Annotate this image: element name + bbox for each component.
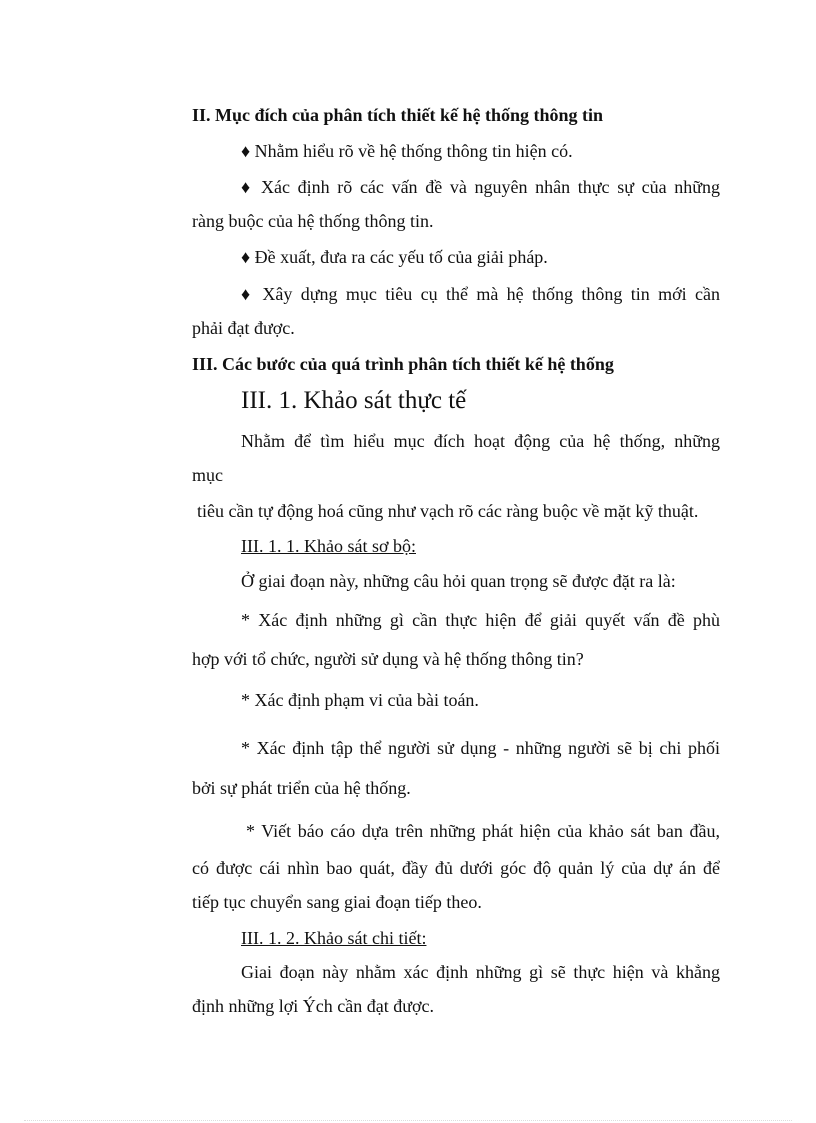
- bullet-4-line-1: ♦ Xây dựng mục tiêu cụ thể mà hệ thống thông tin mới cần: [241, 284, 720, 304]
- paragraph-1-line-3: tiêu cần tự động hoá cũng như vạch rõ các ràng buộc về mặt kỹ thuật.: [197, 501, 699, 521]
- question-3-line-2: bởi sự phát triển của hệ thống.: [192, 778, 411, 798]
- question-4-line-2: có được cái nhìn bao quát, đầy đủ dưới góc độ quản lý của dự án để: [192, 858, 720, 878]
- section-3-1-1-heading: III. 1. 1. Khảo sát sơ bộ:: [241, 536, 416, 556]
- question-1-line-1: * Xác định những gì cần thực hiện để giải quyết vấn đề phù: [241, 610, 720, 630]
- paragraph-1-line-2: mục: [192, 465, 223, 485]
- bullet-2-line-2: ràng buộc của hệ thống thông tin.: [192, 211, 434, 231]
- section-2-heading: II. Mục đích của phân tích thiết kế hệ thống thông tin: [192, 105, 604, 125]
- section-3-heading: III. Các bước của quá trình phân tích thiết kế hệ thống: [192, 354, 614, 374]
- paragraph-2: Ở giai đoạn này, những câu hỏi quan trọng sẽ được đặt ra là:: [241, 571, 676, 591]
- question-3-line-1: * Xác định tập thể người sử dụng - những người sẽ bị chi phối: [241, 738, 720, 758]
- section-3-1-heading: III. 1. Khảo sát thực tế: [241, 387, 467, 414]
- question-4-line-1: * Viết báo cáo dựa trên những phát hiện của khảo sát ban đầu,: [246, 821, 720, 841]
- paragraph-3-line-2: định những lợi Ých cần đạt được.: [192, 996, 434, 1016]
- paragraph-1-line-1: Nhằm để tìm hiểu mục đích hoạt động của hệ thống, những: [241, 431, 720, 451]
- paragraph-3-line-1: Giai đoạn này nhằm xác định những gì sẽ thực hiện và khẳng: [241, 962, 720, 982]
- section-3-1-2-heading: III. 1. 2. Khảo sát chi tiết:: [241, 928, 427, 948]
- question-2: * Xác định phạm vi của bài toán.: [241, 690, 479, 710]
- page-separator: [24, 1120, 792, 1121]
- question-4-line-3: tiếp tục chuyển sang giai đoạn tiếp theo.: [192, 892, 482, 912]
- bullet-2-line-1: ♦ Xác định rõ các vấn đề và nguyên nhân thực sự của những: [241, 177, 720, 197]
- question-1-line-2: hợp với tổ chức, người sử dụng và hệ thống thông tin?: [192, 649, 584, 669]
- bullet-3: ♦ Đề xuất, đưa ra các yếu tố của giải pháp.: [241, 247, 548, 267]
- bullet-1: ♦ Nhằm hiểu rõ về hệ thống thông tin hiện có.: [241, 141, 573, 161]
- bullet-4-line-2: phải đạt được.: [192, 318, 295, 338]
